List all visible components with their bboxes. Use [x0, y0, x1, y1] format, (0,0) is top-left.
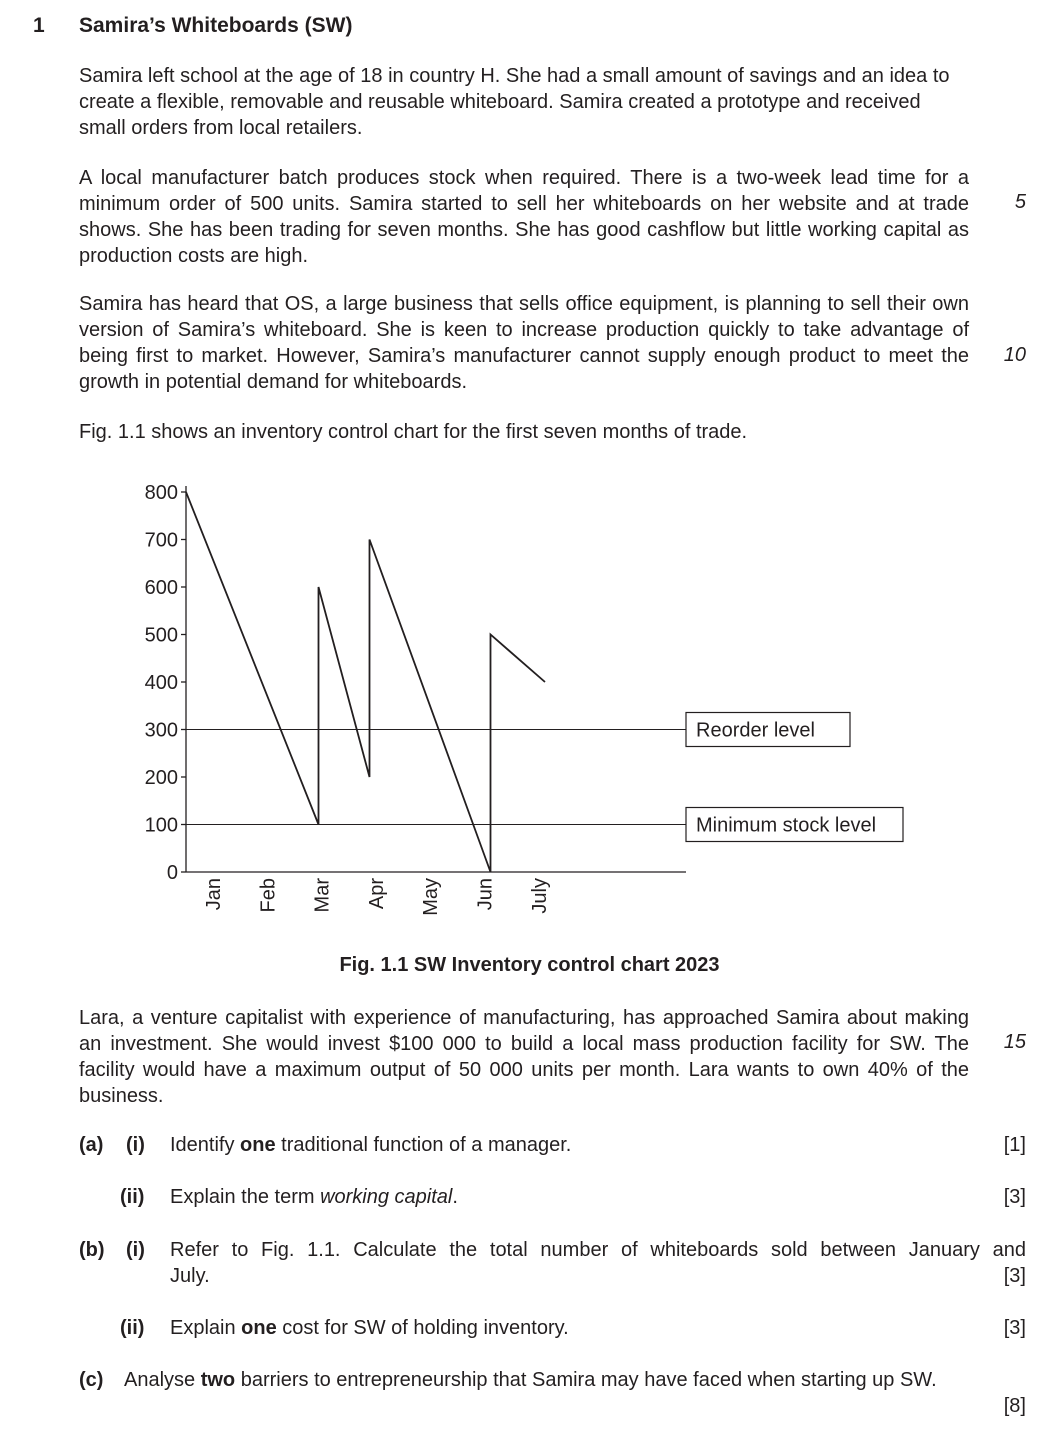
- part-a-i-mark: [1]: [1003, 1134, 1026, 1156]
- figure-caption: Fig. 1.1 SW Inventory control chart 2023: [339, 954, 720, 976]
- paragraph-2: A local manufacturer batch produces stock when required. There is a two-week lead time for a minimum order of 500 units. Samira started to sell her whiteboards on her website and at trade shows. She has been trading for seven months. She has good cashflow but little working capital as production costs are high.: [79, 167, 969, 267]
- y-tick-label: 0: [166, 862, 178, 884]
- paragraph-1: Samira left school at the age of 18 in country H. She had a small amount of savings and an idea to create a flexible, removable and reusable whiteboard. Samira created a prototype and received small orders from local retailers.: [79, 65, 950, 139]
- part-a-ii-text: Explain the term working capital.: [170, 1186, 458, 1208]
- y-tick-label: 100: [144, 814, 178, 837]
- line-number-15: 15: [1003, 1031, 1026, 1053]
- reference-line-label: Reorder level: [696, 719, 815, 742]
- part-a-ii-mark: [3]: [1003, 1186, 1026, 1208]
- y-tick-label: 800: [144, 482, 178, 504]
- part-b-label: (b): [79, 1239, 105, 1261]
- y-tick-label: 400: [144, 672, 178, 694]
- part-b-ii-text: Explain one cost for SW of holding inventory.: [170, 1317, 569, 1339]
- y-tick-label: 600: [144, 577, 178, 599]
- y-tick-label: 300: [144, 719, 178, 742]
- part-a-ii-label: (ii): [120, 1186, 145, 1208]
- part-b-ii-mark: [3]: [1003, 1317, 1026, 1339]
- x-tick-label: Jun: [474, 878, 497, 911]
- question-title: Samira’s Whiteboards (SW): [79, 14, 353, 37]
- line-number-10: 10: [1003, 344, 1026, 366]
- series-line: [186, 492, 545, 872]
- reference-line-label: Minimum stock level: [696, 814, 877, 837]
- part-b-i-text-line2: July.: [170, 1265, 210, 1287]
- x-tick-label: Jan: [203, 878, 225, 911]
- part-a-i-text: Identify one traditional function of a manager.: [170, 1134, 572, 1156]
- x-tick-label: Feb: [257, 878, 280, 913]
- part-b-i-label: (i): [126, 1239, 145, 1261]
- part-a-i-label: (i): [126, 1134, 145, 1156]
- line-number-5: 5: [1014, 191, 1026, 213]
- paragraph-4: Fig. 1.1 shows an inventory control chart for the first seven months of trade.: [79, 421, 748, 443]
- x-tick-label: May: [420, 878, 443, 916]
- part-b-ii-label: (ii): [120, 1317, 145, 1339]
- part-a-label: (a): [79, 1134, 104, 1156]
- part-c-text: Analyse two barriers to entrepreneurship that Samira may have faced when starting up SW.: [124, 1369, 937, 1391]
- inventory-control-chart: [0, 460, 1059, 930]
- part-c-mark: [8]: [1003, 1395, 1026, 1417]
- x-tick-label: Mar: [311, 878, 334, 913]
- part-b-i-text-line1: Refer to Fig. 1.1. Calculate the total number of whiteboards sold between January and: [170, 1239, 1026, 1261]
- y-tick-label: 200: [144, 767, 178, 789]
- x-tick-label: July: [528, 878, 551, 914]
- y-tick-label: 500: [144, 624, 178, 647]
- paragraph-3: Samira has heard that OS, a large business that sells office equipment, is planning to sell their own version of Samira’s whiteboard. She is keen to increase production quickly to take advantage of being first to market. However, Samira’s manufacturer cannot supply enough product to meet the growth in potential demand for whiteboards.: [79, 293, 969, 393]
- question-number: 1: [33, 14, 45, 37]
- x-tick-label: Apr: [365, 878, 388, 910]
- part-c-label: (c): [79, 1369, 104, 1391]
- part-b-i-mark: [3]: [1003, 1265, 1026, 1287]
- paragraph-5: Lara, a venture capitalist with experience of manufacturing, has approached Samira about making an investment. She would invest $100 000 to build a local mass production facility for SW. The facility would have a maximum output of 50 000 units per month. Lara wants to own 40% of the business.: [79, 1007, 969, 1107]
- y-tick-label: 700: [144, 529, 178, 552]
